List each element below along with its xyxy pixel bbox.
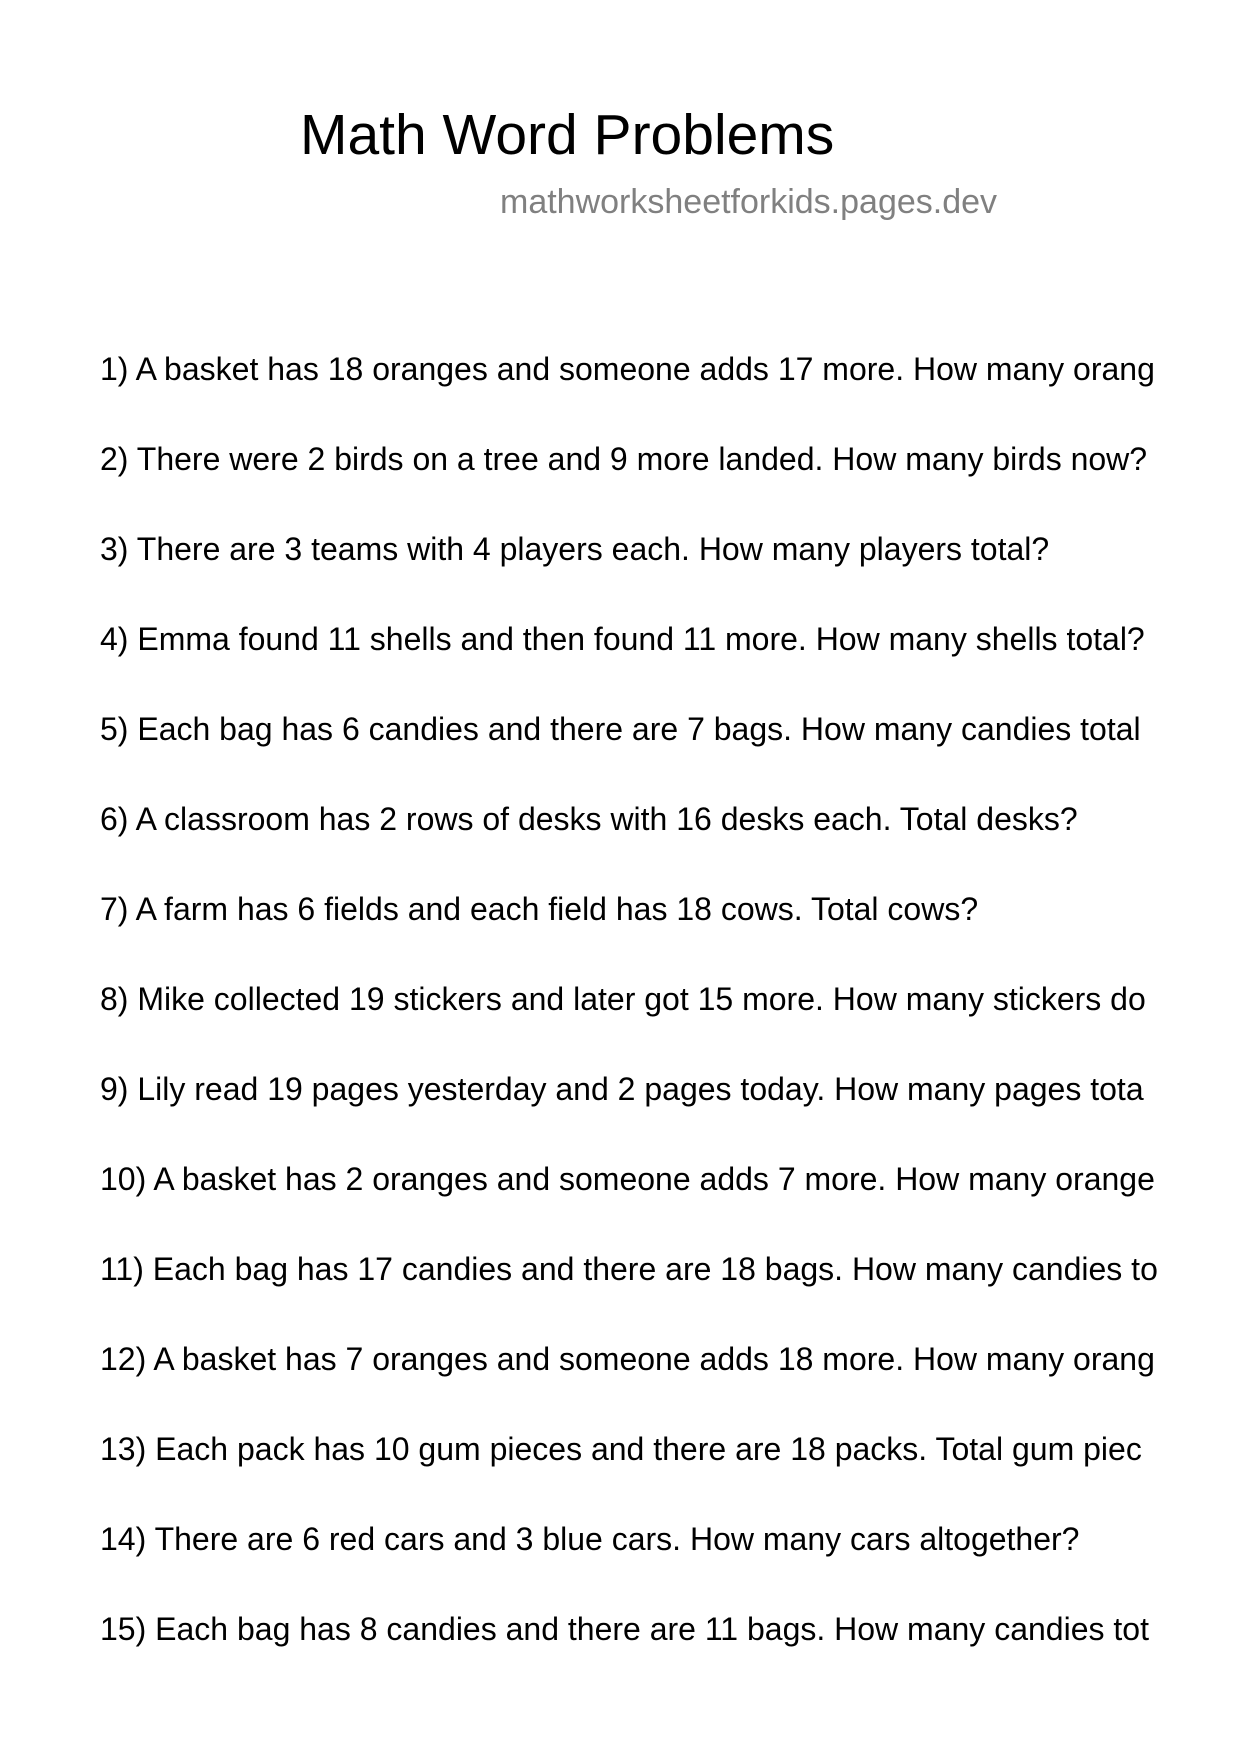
problem-item: 1) A basket has 18 oranges and someone adds 17 more. How many orang [100, 351, 1155, 387]
site-url: mathworksheetforkids.pages.dev [500, 183, 998, 221]
problem-item: 4) Emma found 11 shells and then found 11 more. How many shells total? [100, 621, 1145, 657]
problem-item: 12) A basket has 7 oranges and someone adds 18 more. How many orang [100, 1341, 1155, 1377]
problem-item: 5) Each bag has 6 candies and there are 7 bags. How many candies total [100, 711, 1141, 747]
problem-item: 7) A farm has 6 fields and each field has 18 cows. Total cows? [100, 891, 979, 927]
problem-item: 14) There are 6 red cars and 3 blue cars. How many cars altogether? [100, 1521, 1080, 1557]
problem-item: 11) Each bag has 17 candies and there are 18 bags. How many candies to [100, 1251, 1158, 1287]
problem-list [100, 349, 1240, 1699]
problem-item: 13) Each pack has 10 gum pieces and there are 18 packs. Total gum piec [100, 1431, 1142, 1467]
problem-item: 15) Each bag has 8 candies and there are 11 bags. How many candies tot [100, 1611, 1149, 1647]
problem-item: 3) There are 3 teams with 4 players each. How many players total? [100, 531, 1050, 567]
problem-item: 6) A classroom has 2 rows of desks with 16 desks each. Total desks? [100, 801, 1078, 837]
page-title: Math Word Problems [300, 103, 835, 167]
problem-item: 8) Mike collected 19 stickers and later got 15 more. How many stickers do [100, 981, 1146, 1017]
problem-item: 2) There were 2 birds on a tree and 9 more landed. How many birds now? [100, 441, 1148, 477]
problem-item: 10) A basket has 2 oranges and someone adds 7 more. How many orange [100, 1161, 1155, 1197]
problem-item: 9) Lily read 19 pages yesterday and 2 pages today. How many pages tota [100, 1071, 1144, 1107]
